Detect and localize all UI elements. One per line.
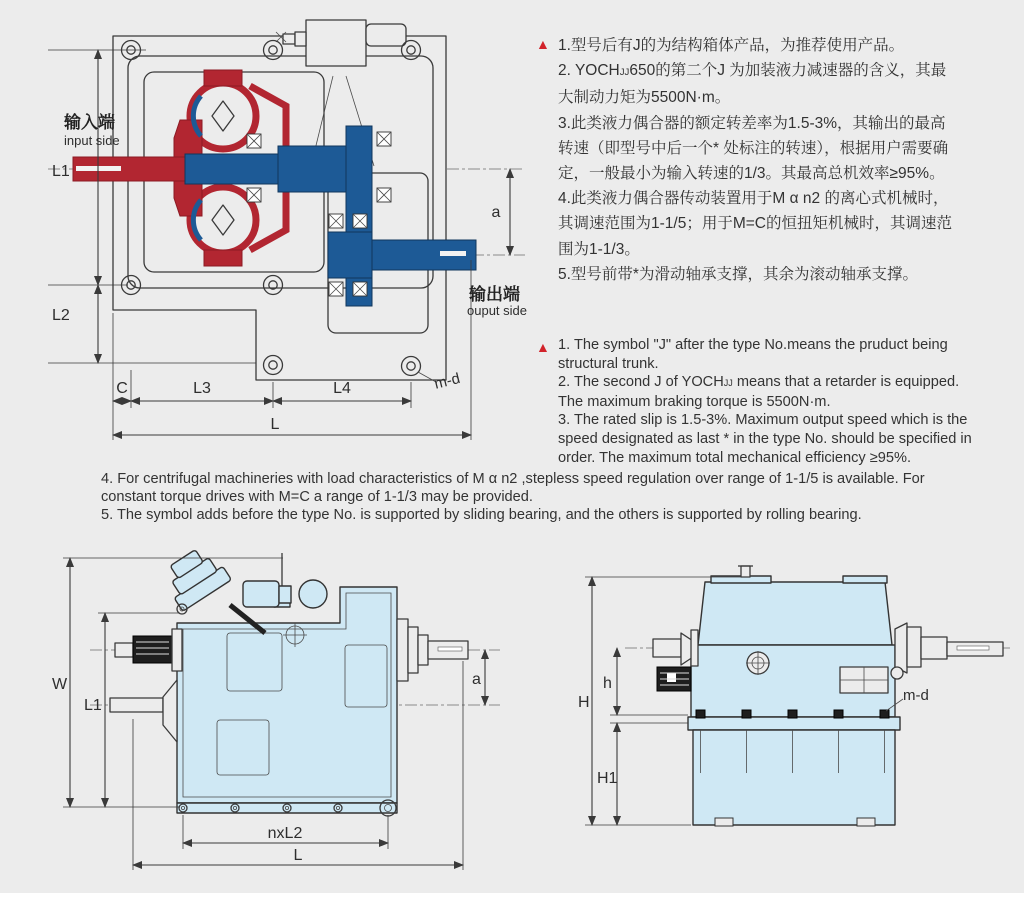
triangle-marker-en: ▲ [536, 339, 550, 355]
base-flange [177, 800, 397, 816]
note-line: 2. The second J of YOCHJJ means that a retarder is equipped. [558, 374, 960, 391]
notes-english [536, 336, 1022, 467]
note-line: speed designated as last * in the type No. should be specified in [558, 430, 972, 447]
dim-label-a: a [472, 671, 481, 688]
note-line: 其调速范围为1-1/5；用于M=C的恒扭矩机械时，其调速范 [558, 215, 952, 233]
gearbox-housing [113, 36, 446, 380]
cross-section-diagram [28, 8, 530, 450]
dim-label-l1: L1 [52, 163, 70, 180]
end-view-diagram [565, 545, 1020, 880]
note-line: structural trunk. [558, 355, 659, 372]
machine-body [177, 587, 397, 803]
note-line: 定，一般最小为输入转速的1/3。其最高总机效率≥95%。 [558, 165, 945, 183]
right-output-shaft [397, 619, 468, 681]
note-line: order. The maximum total mechanical efficiency ≥95%. [558, 449, 912, 466]
dim-label-l: L [270, 416, 280, 433]
input-side-label-en: input side [64, 133, 120, 148]
dim-label-c: C [116, 380, 128, 397]
note-line: 5.型号前带*为滑动轴承支撑，其余为滚动轴承支撑。 [558, 265, 918, 283]
dim-label-l2: L2 [52, 307, 70, 324]
dim-label-md: m-d [432, 370, 462, 393]
dim-label-h1: H1 [597, 770, 618, 787]
note-line: 4.此类液力偶合器传动装置用于M α n2 的离心式机械时， [558, 190, 949, 208]
output-side-label-cn: 输出端 [469, 285, 520, 304]
note-line: 3.此类液力偶合器的额定转差率为1.5-3%，其输出的最高 [558, 114, 946, 132]
left-lower-shaft [110, 680, 177, 742]
note-line: The maximum braking torque is 5500N·m. [558, 393, 831, 410]
dim-label-nxl2: nxL2 [267, 825, 303, 842]
side-view-diagram [30, 545, 530, 893]
dim-label-l1: L1 [84, 697, 102, 714]
note-line: 围为1-1/3。 [558, 240, 640, 258]
input-shaft-red [73, 157, 185, 181]
dim-label-h: H [578, 694, 590, 711]
note-line: 1.型号后有J的为结构箱体产品，为推荐使用产品。 [558, 37, 905, 54]
note-line: 4. For centrifugal machineries with load characteristics of M α n2 ,stepless speed regulation over range of 1-1/5 is available. For [101, 471, 925, 487]
notes-chinese [536, 33, 1022, 287]
note-line: 转速（即型号中后一个* 处标注的转速），根据用户需要确 [558, 139, 949, 157]
dim-label-h-small: h [603, 675, 612, 692]
input-side-label-cn: 输入端 [64, 113, 115, 132]
notes-chinese-text [558, 33, 952, 287]
dim-label-l4: L4 [333, 380, 351, 397]
note-line: constant torque drives with M=C a range of 1-1/3 may be provided. [101, 488, 533, 505]
dim-label-w: W [52, 676, 68, 693]
left-upper-shaft-motor [115, 629, 182, 671]
dim-label-l3: L3 [193, 380, 211, 397]
notes-english-text [558, 336, 972, 467]
note-line: 大制动力矩为5500N·m。 [558, 89, 731, 107]
note-line: 3. The rated slip is 1.5-3%. Maximum output speed which is the [558, 412, 968, 429]
left-shaft-motor [653, 630, 698, 691]
dim-label-l: L [293, 847, 303, 864]
note-line: 5. The symbol adds before the type No. is supported by sliding bearing, and the others is supported by rolling bearing. [101, 506, 862, 523]
right-shaft [895, 623, 1003, 673]
dim-label-a: a [491, 204, 501, 221]
output-side-label-en: ouput side [467, 303, 527, 318]
note-line: 2. YOCHJJ650的第二个J 为加装液力减速器的含义，其最 [558, 62, 947, 80]
note-line: 1. The symbol "J" after the type No.means the pruduct being [558, 337, 948, 353]
dim-label-md: m-d [903, 687, 929, 704]
triangle-marker-cn: ▲ [536, 36, 550, 52]
filter-assembly [158, 545, 231, 611]
notes-bottom [101, 471, 1011, 524]
machine-body [688, 566, 900, 826]
